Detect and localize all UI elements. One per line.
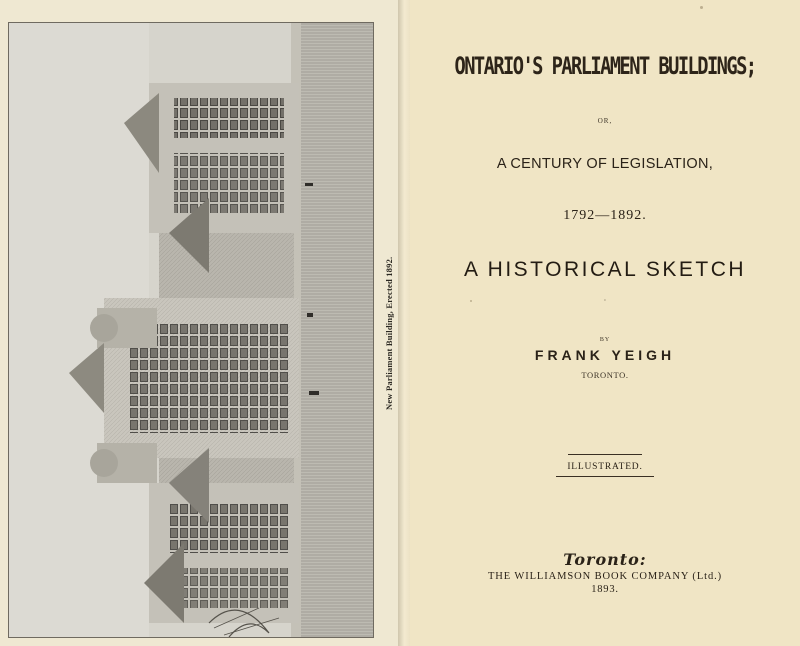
plate-caption: New Parliament Building, Erected 1892. (384, 256, 394, 410)
illustrated-label: ILLUSTRATED. (567, 462, 643, 472)
paper-speck (700, 6, 703, 9)
title-page (410, 0, 800, 646)
author-name: FRANK YEIGH (534, 347, 676, 363)
paper-speck (470, 300, 472, 302)
subtitle: A CENTURY OF LEGISLATION, (496, 156, 714, 172)
divider-bottom (556, 476, 654, 477)
year-range: 1792—1892. (563, 208, 647, 223)
ornament-dot: · (603, 296, 607, 305)
author-city: TORONTO. (581, 370, 629, 380)
divider-top (568, 454, 642, 455)
sketch-title: A HISTORICAL SKETCH (463, 258, 747, 281)
imprint-city: Toronto: (563, 550, 647, 569)
or-connector: OR, (597, 117, 613, 125)
by-label: BY (599, 337, 611, 343)
frontispiece-plate (8, 22, 374, 638)
publisher-name: THE WILLIAMSON BOOK COMPANY (Ltd.) (487, 571, 723, 582)
main-title: ONTARIO'S PARLIAMENT BUILDINGS; (454, 52, 756, 80)
parliament-building-illustration (9, 23, 373, 637)
imprint-year: 1893. (591, 584, 619, 595)
